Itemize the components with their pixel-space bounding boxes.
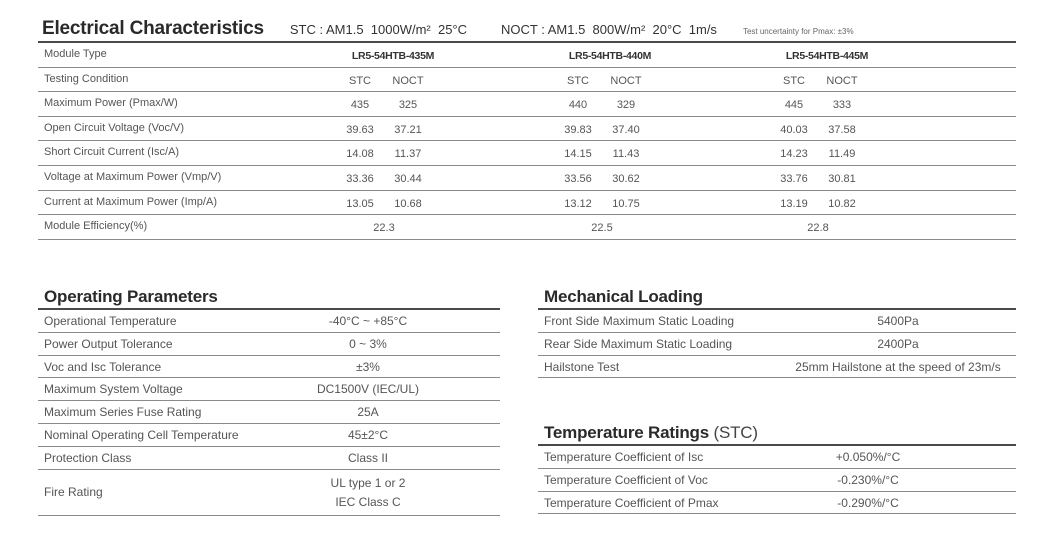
spec-row [538,446,1016,469]
row-value: 5400Pa [877,314,919,328]
spec-row [38,310,500,333]
row-label: Module Type [44,48,107,60]
operating-parameters-table [38,284,500,516]
row-label: Front Side Maximum Static Loading [544,314,735,328]
noct-value: 10.68 [394,197,422,210]
electrical-title: Electrical Characteristics [42,18,264,39]
stc-value: 33.56 [564,172,592,185]
row-label: Maximum System Voltage [44,382,183,397]
noct-header: NOCT [826,74,858,87]
spec-row [538,469,1016,492]
spec-row [38,356,500,379]
noct-value: 333 [832,99,852,112]
row-value: 25A [357,405,379,420]
row-label: Nominal Operating Cell Temperature [44,427,239,442]
stc-value: 440 [568,99,588,112]
noct-value: 30.44 [394,172,422,185]
row-value: -0.290%/°C [837,495,899,510]
temperature-title-text: Temperature Ratings [544,423,709,442]
efficiency-value: 22.3 [373,222,395,235]
vmp-row [38,166,1016,191]
electrical-header [38,18,1016,43]
operating-title: Operating Parameters [44,287,218,306]
row-label: Voltage at Maximum Power (Vmp/V) [44,170,222,183]
noct-value: 325 [398,99,418,112]
row-label: Rear Side Maximum Static Loading [544,336,733,351]
row-value [268,474,468,512]
noct-value: 37.21 [394,123,422,136]
noct-value: 329 [616,99,636,112]
row-label: Protection Class [44,450,132,465]
row-label: Voc and Isc Tolerance [44,359,162,374]
row-label: Short Circuit Current (Isc/A) [44,146,180,159]
stc-value: 40.03 [780,123,808,136]
row-value: -40°C ~ +85°C [328,314,408,328]
stc-value: 39.83 [564,123,592,136]
noct-value: 30.81 [828,172,856,185]
row-value: Class II [347,450,388,465]
pmax-row [38,92,1016,117]
test-uncertainty-note: Test uncertainty for Pmax: ±3% [742,27,854,36]
stc-value: 435 [350,99,370,112]
noct-condition: NOCT : AM1.5 800W/m² 20°C 1m/s [501,22,717,37]
operating-header [38,284,500,310]
spec-row [38,378,500,401]
stc-value: 445 [784,99,804,112]
efficiency-value: 22.8 [807,222,829,235]
stc-header: STC [783,74,805,87]
spec-row-fire-rating [38,470,500,516]
spec-row [538,333,1016,356]
efficiency-value: 22.5 [591,222,613,235]
stc-value: 13.12 [564,197,592,210]
temperature-title [544,423,758,444]
row-value: 2400Pa [877,336,919,351]
stc-header: STC [349,74,371,87]
row-label: Maximum Power (Pmax/W) [44,97,178,110]
module-type-row [38,43,1016,68]
row-label: Fire Rating [44,484,103,499]
stc-value: 13.05 [346,197,374,210]
row-label: Maximum Series Fuse Rating [44,405,202,420]
row-label: Power Output Tolerance [44,336,173,351]
voc-row [38,117,1016,142]
noct-value: 37.40 [612,123,640,136]
spec-row [38,447,500,470]
noct-value: 30.62 [612,172,640,185]
row-value: 0 ~ 3% [349,336,387,351]
stc-header: STC [567,74,589,87]
stc-value: 39.63 [346,123,374,136]
row-value: 45±2°C [347,427,389,442]
module-name: LR5-54HTB-440M [568,50,652,62]
row-label: Current at Maximum Power (Imp/A) [44,195,217,208]
row-label: Temperature Coefficient of Voc [544,472,708,487]
temperature-ratings-table [538,420,1016,514]
module-name: LR5-54HTB-435M [351,50,435,62]
row-label: Operational Temperature [44,314,177,328]
row-label: Module Efficiency(%) [44,220,148,233]
noct-value: 37.58 [828,123,856,136]
row-value: ±3% [356,359,380,374]
noct-value: 11.49 [828,148,856,161]
spec-row [538,310,1016,333]
noct-header: NOCT [610,74,642,87]
row-label: Testing Condition [44,72,129,85]
row-value: +0.050%/°C [835,450,901,464]
row-label: Hailstone Test [544,359,620,374]
stc-condition: STC : AM1.5 1000W/m² 25°C [289,22,468,37]
spec-row [538,492,1016,515]
stc-value: 14.15 [564,148,592,161]
spec-row [38,401,500,424]
row-value: -0.230%/°C [837,472,899,487]
noct-value: 10.82 [828,197,856,210]
noct-header: NOCT [392,74,424,87]
stc-value: 14.23 [780,148,808,161]
stc-value: 33.76 [780,172,808,185]
stc-value: 14.08 [346,148,374,161]
spec-row [38,333,500,356]
electrical-characteristics-table [38,18,1016,240]
imp-row [38,191,1016,216]
module-name: LR5-54HTB-445M [785,50,869,62]
testing-condition-row [38,68,1016,93]
stc-value: 33.36 [346,172,374,185]
row-label: Open Circuit Voltage (Voc/V) [44,121,185,134]
fire-rating-line2: IEC Class C [335,494,401,509]
row-value: 25mm Hailstone at the speed of 23m/s [795,359,1001,374]
efficiency-row [38,215,1016,240]
noct-value: 11.37 [394,148,422,161]
stc-value: 13.19 [780,197,808,210]
spec-row [38,424,500,447]
mechanical-title: Mechanical Loading [544,287,703,306]
noct-value: 11.43 [612,148,640,161]
row-value: DC1500V (IEC/UL) [316,382,420,397]
row-label: Temperature Coefficient of Pmax [544,495,719,510]
temperature-header [538,420,1016,446]
isc-row [38,141,1016,166]
spec-row [538,356,1016,379]
mechanical-header [538,284,1016,310]
row-label: Temperature Coefficient of Isc [544,450,704,464]
temperature-subtitle: (STC) [713,423,758,442]
fire-rating-line1: UL type 1 or 2 [330,475,406,490]
mechanical-loading-table [538,284,1016,378]
noct-value: 10.75 [612,197,640,210]
